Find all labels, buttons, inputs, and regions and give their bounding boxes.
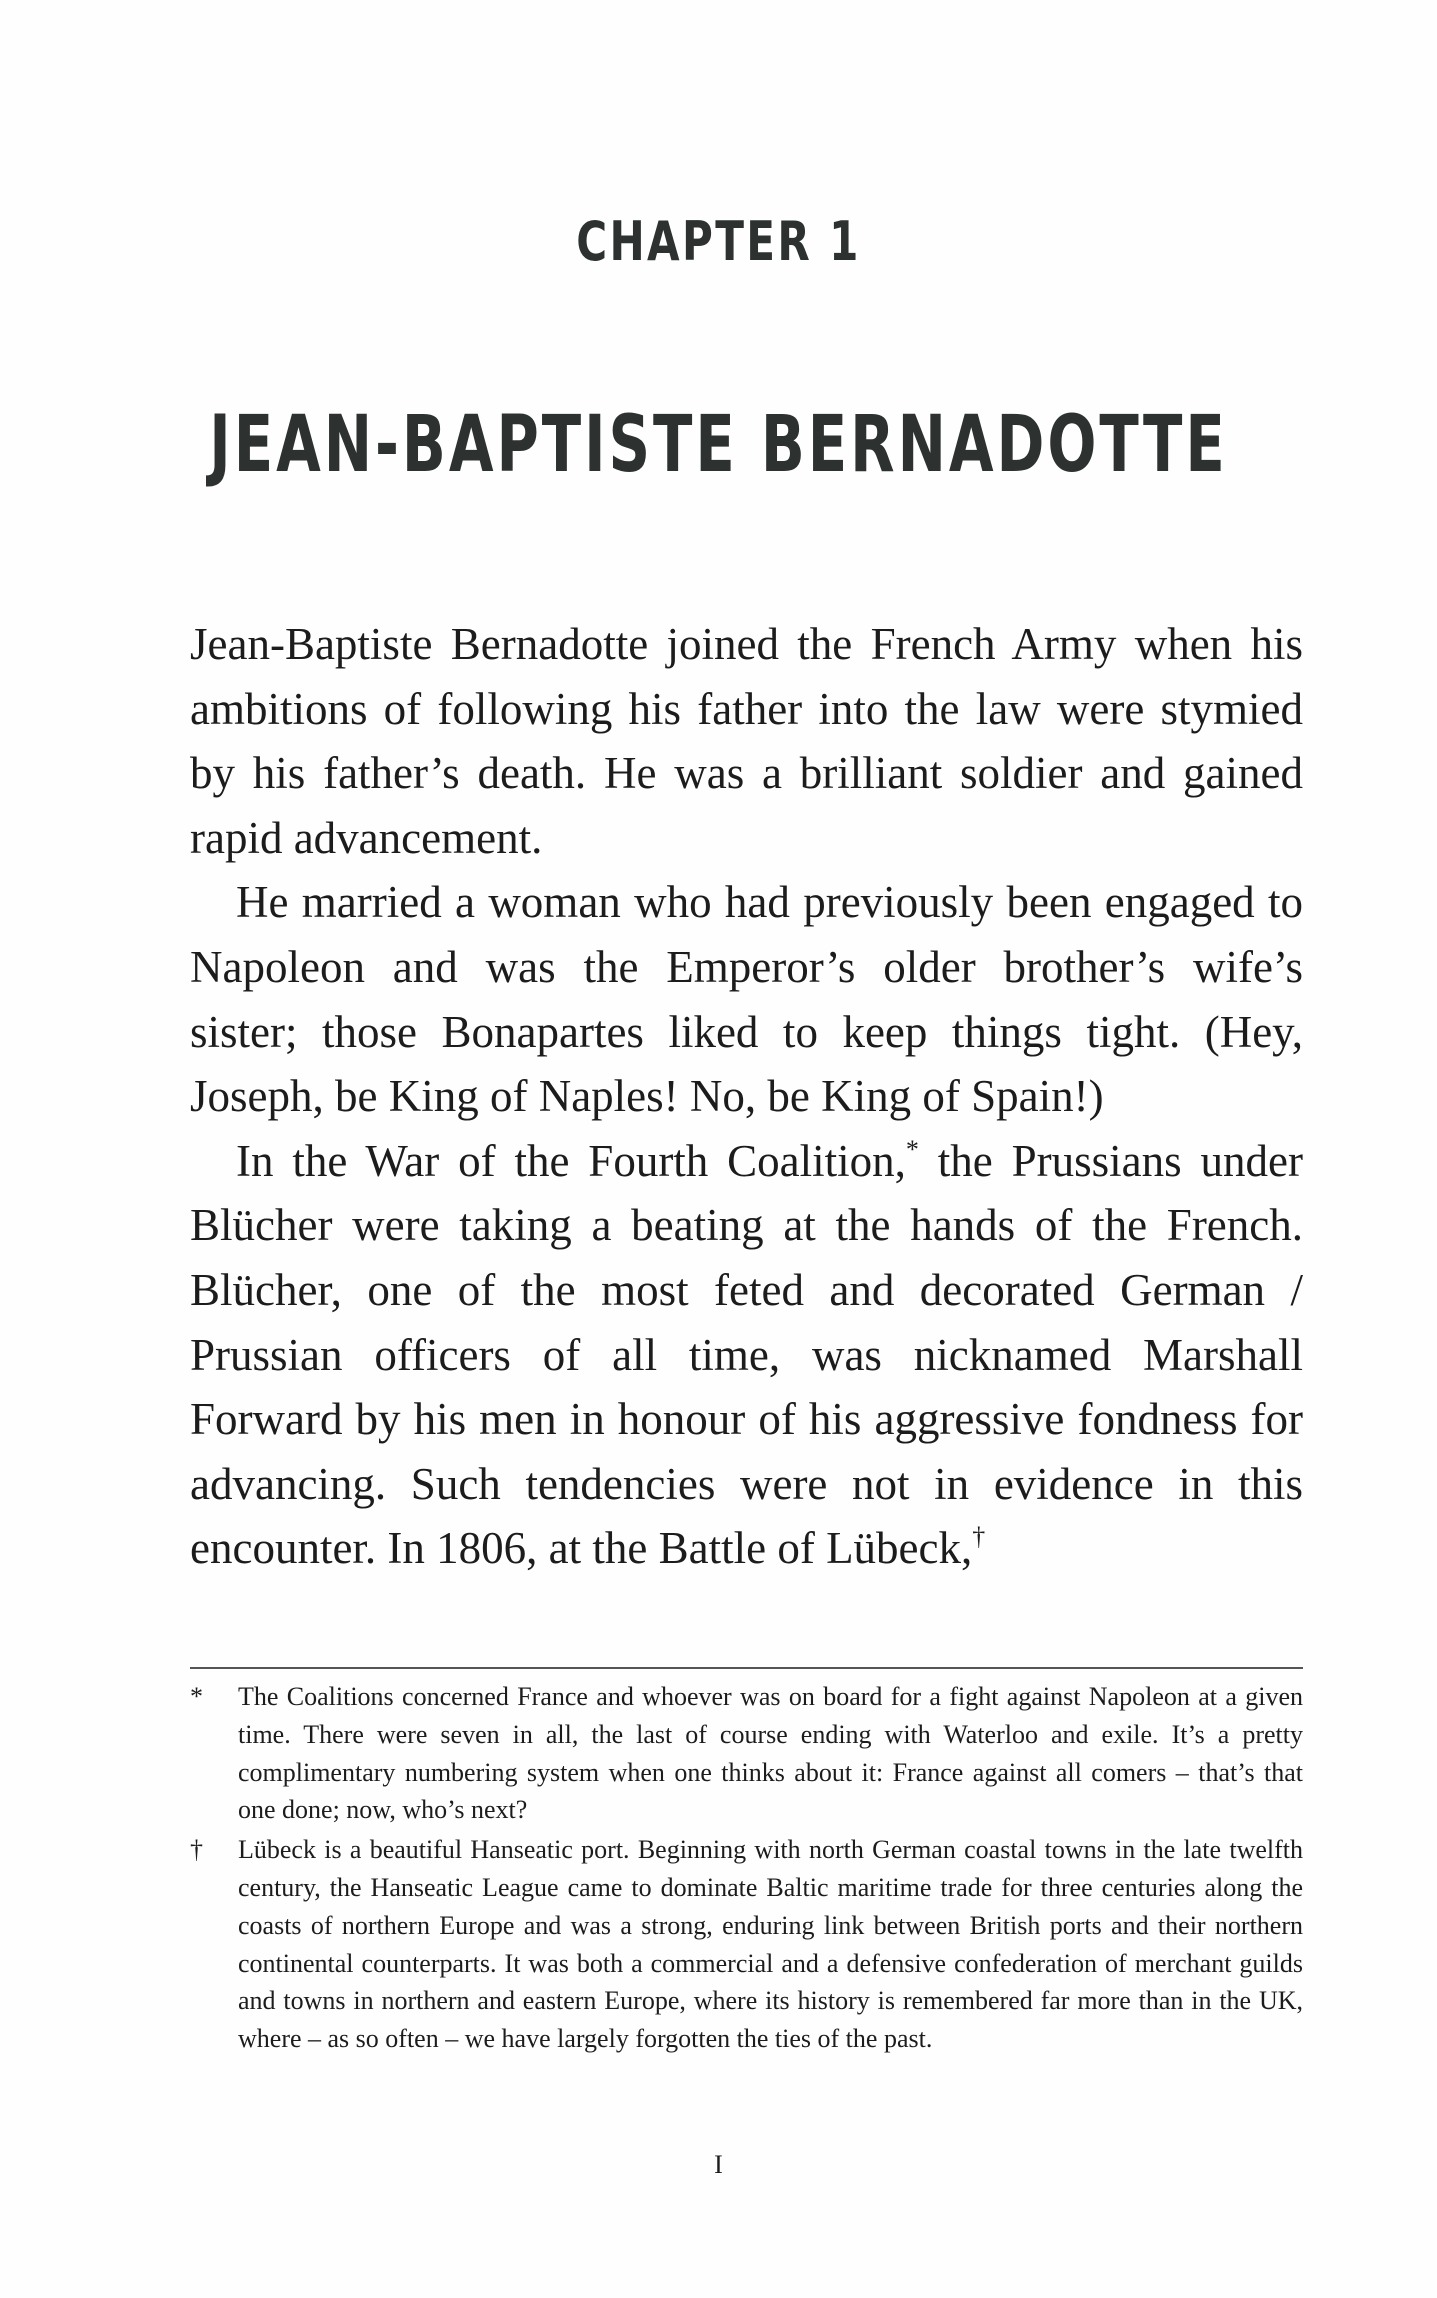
paragraph-3-text-b: the Prussians under Blücher were taking a beating at the hands of the French. Blücher, one of the most feted and decorated German / Prussian officers of all time, was nicknamed Marshall Forward by his men in honour of his aggressive fondness for advancing. Such tendencies were not in evidence in this encounter. In 1806, at the Battle of Lübeck, [190,1135,1303,1574]
footnote-divider [190,1667,1303,1669]
footnote-1 [190,1678,1303,1829]
footnote-mark: † [190,1835,203,1865]
footnotes [190,1678,1303,2060]
footnote-text: Lübeck is a beautiful Hanseatic port. Beginning with north German coastal towns in the late twelfth century, the Hanseatic League came to dominate Baltic maritime trade for three centuries along the coasts of northern Europe and was a strong, enduring link between British ports and their northern continental counterparts. It was both a commercial and a defensive confederation of merchant guilds and towns in northern and eastern Europe, where its history is remembered far more than in the UK, where – as so often – we have largely forgotten the ties of the past. [238,1835,1303,2054]
footnote-ref-dagger: † [972,1522,986,1552]
footnote-text: The Coalitions concerned France and whoever was on board for a fight against Napoleon at a given time. There were seven in all, the last of course ending with Waterloo and exile. It’s a pretty complimentary numbering system when one thinks about it: France against all comers – that’s that one done; now, who’s next? [238,1682,1303,1825]
chapter-label: CHAPTER 1 [576,210,861,273]
paragraph-3-text-a: In the War of the Fourth Coalition, [236,1135,906,1186]
footnote-mark: * [190,1682,203,1711]
paragraph-3 [190,1129,1303,1581]
chapter-title: JEAN-BAPTISTE BERNADOTTE [209,400,1228,490]
paragraph-1: Jean-Baptiste Bernadotte joined the French Army when his ambitions of following his father into the law were stymied by his father’s death. He was a brilliant soldier and gained rapid advancement. [190,619,1303,863]
footnote-2 [190,1831,1303,2058]
paragraph-2: He married a woman who had previously been engaged to Napoleon and was the Emperor’s older brother’s wife’s sister; those Bonapartes liked to keep things tight. (Hey, Joseph, be King of Naples! No, be King of Spain!) [190,877,1303,1122]
page-number: I [714,2150,723,2179]
footnote-ref-asterisk: * [905,1134,919,1164]
body-text [190,612,1303,1581]
